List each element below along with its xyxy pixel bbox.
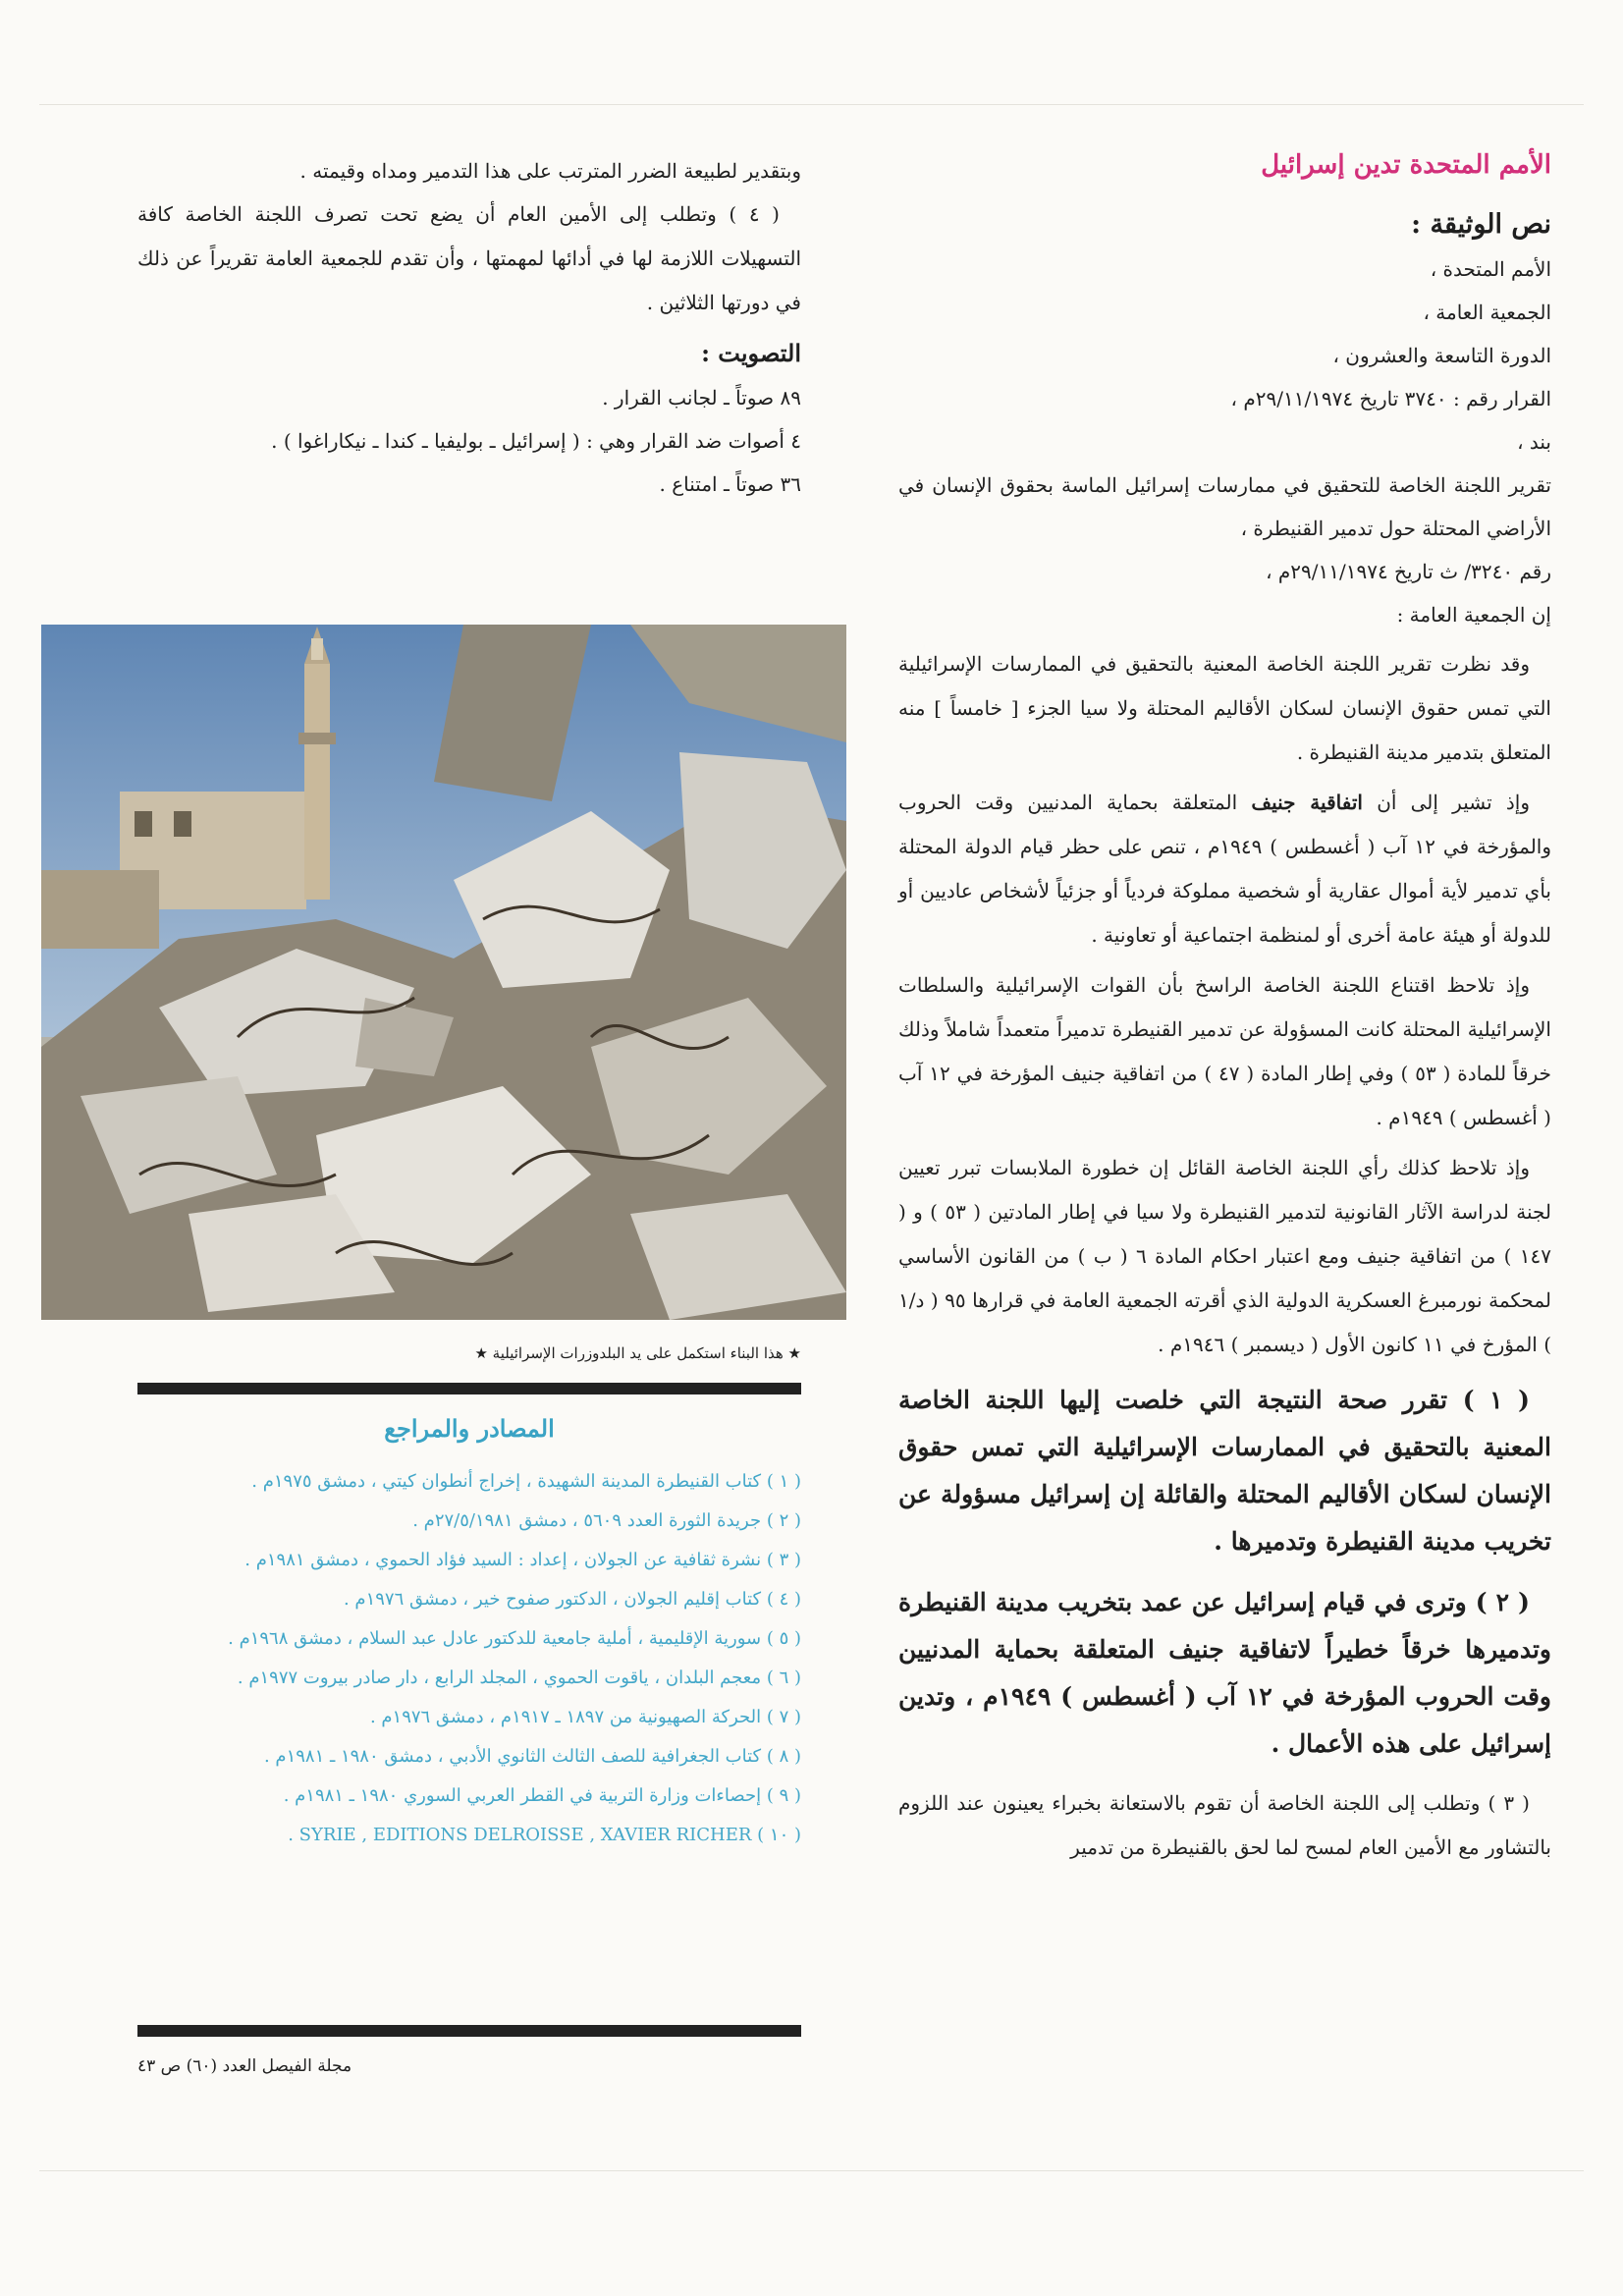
header-line: رقم ٣٢٤٠/ ث تاريخ ٢٩/١١/١٩٧٤م ،	[1266, 560, 1551, 583]
references-list	[137, 1465, 801, 1858]
resolution-item: ( ٣ ) وتطلب إلى اللجنة الخاصة أن تقوم بالاستعانة بخبراء يعينون عند اللزوم بالتشاور مع الأمين العام لمسح لما لحق بالقنيطرة من تدمير	[898, 1791, 1551, 1859]
resolution-item: ( ٢ ) وترى في قيام إسرائيل عن عمد بتخريب مدينة القنيطرة وتدميرها خرقاً خطيراً لاتفاقية جنيف المتعلقة بحماية المدنيين وقت الحروب المؤرخة في ١٢ آب ( أغسطس ) ١٩٤٩م ، وتدين إسرائيل على هذه الأعمال .	[898, 1588, 1551, 1758]
reference-item: ( ٨ ) كتاب الجغرافية للصف الثالث الثانوي الأدبي ، دمشق ١٩٨٠ ـ ١٩٨١م .	[263, 1746, 801, 1767]
reference-item: ( ٩ ) إحصاءات وزارة التربية في القطر العربي السوري ١٩٨٠ ـ ١٩٨١م .	[283, 1785, 801, 1806]
paragraph: وقد نظرت تقرير اللجنة الخاصة المعنية بالتحقيق في الممارسات الإسرائيلية التي تمس حقوق الإنسان لسكان الأقاليم المحتلة ولا سيا الجزء [ خامساً ] منه المتعلق بتدمير مدينة القنيطرة .	[898, 652, 1551, 764]
voting-line: ٤ أصوات ضد القرار وهي : ( إسرائيل ـ بوليفيا ـ كندا ـ نيكاراغوا ) .	[271, 429, 801, 453]
header-line: تقرير اللجنة الخاصة للتحقيق في ممارسات إسرائيل الماسة بحقوق الإنسان في الأراضي المحتلة حول تدمير القنيطرة ،	[898, 473, 1551, 540]
header-line: بند ،	[1517, 430, 1551, 454]
reference-item: ( ١ ) كتاب القنيطرة المدينة الشهيدة ، إخراج أنطوان كيتي ، دمشق ١٩٧٥م .	[251, 1471, 801, 1492]
rubble-photo	[41, 625, 846, 1320]
reference-item: ( ٥ ) سورية الإقليمية ، أملية جامعية للدكتور عادل عبد السلام ، دمشق ١٩٦٨م .	[228, 1628, 801, 1649]
paragraph-text: المتعلقة بحماية المدنيين وقت الحروب والمؤرخة في ١٢ آب ( أغسطس ) ١٩٤٩م ، تنص على حظر قيام الدولة المحتلة بأي تدمير لأية أموال عقارية أو شخصية مملوكة فردياً أو جزئياً لأشخاص عاديين أو للدولة أو هيئة عامة أخرى أو لمنظمة اجتماعية أو تعاونية .	[898, 791, 1551, 947]
paragraph	[898, 781, 1551, 957]
voting-line: ٣٦ صوتاً ـ امتناع .	[659, 472, 801, 496]
reference-item: ( ٣ ) نشرة ثقافية عن الجولان ، إعداد : السيد فؤاد الحموي ، دمشق ١٩٨١م .	[244, 1550, 801, 1570]
references-heading: المصادر والمراجع	[384, 1414, 555, 1443]
divider-bar	[137, 1383, 801, 1394]
resolution-item: ( ١ ) تقرر صحة النتيجة التي خلصت إليها اللجنة الخاصة المعنية بالتحقيق في الممارسات الإسرائيلية التي تمس حقوق الإنسان لسكان الأقاليم المحتلة والقائلة إن إسرائيل مسؤولة عن تخريب مدينة القنيطرة وتدميرها .	[898, 1386, 1551, 1556]
paragraph: وإذ تلاحظ اقتناع اللجنة الخاصة الراسخ بأن القوات الإسرائيلية والسلطات الإسرائيلية المحتلة كانت المسؤولة عن تدمير القنيطرة تدميراً متعمداً شاملاً وذلك خرقاً للمادة ( ٥٣ ) وفي إطار المادة ( ٤٧ ) من اتفاقية جنيف المؤرخة في ١٢ آب ( أغسطس ) ١٩٤٩م .	[898, 973, 1552, 1129]
keyword-geneva-convention: اتفاقية جنيف	[1251, 791, 1363, 814]
header-line: الأمم المتحدة ،	[1430, 257, 1551, 281]
paragraph: وإذ تلاحظ كذلك رأي اللجنة الخاصة القائل إن خطورة الملابسات تبرر تعيين لجنة لدراسة الآثار القانونية لتدمير القنيطرة ولا سيا في إطار المادتين ( ٥٣ ) و ( ١٤٧ ) من اتفاقية جنيف ومع اعتبار احكام المادة ٦ ( ب ) من القانون الأساسي لمحكمة نورمبرغ العسكرية الدولية الذي أقرته الجمعية العامة في قرارها ٩٥ ( د/١ ) المؤرخ في ١١ كانون الأول ( ديسمبر ) ١٩٤٦م .	[898, 1156, 1552, 1356]
reference-item: ( ١٠ ) SYRIE , EDITIONS DELROISSE , XAVIER RICHER .	[288, 1825, 801, 1845]
reference-item: ( ٢ ) جريدة الثورة العدد ٥٦٠٩ ، دمشق ٢٧/٥/١٩٨١م .	[412, 1510, 801, 1531]
rubble-photo-illustration	[41, 625, 846, 1320]
right-column	[898, 137, 1551, 1876]
article-title: الأمم المتحدة تدين إسرائيل	[1261, 150, 1551, 180]
reference-item: ( ٧ ) الحركة الصهيونية من ١٨٩٧ ـ ١٩١٧م ، دمشق ١٩٧٦م .	[369, 1707, 801, 1727]
resolution-continuation: وبتقدير لطبيعة الضرر المترتب على هذا التدمير ومداه وقيمته .	[299, 159, 801, 183]
reference-item: ( ٦ ) معجم البلدان ، ياقوت الحموي ، المجلد الرابع ، دار صادر بيروت ١٩٧٧م .	[237, 1667, 801, 1688]
voting-heading: التصويت :	[701, 339, 801, 367]
page-footer: مجلة الفيصل العدد (٦٠) ص ٤٣	[137, 2056, 352, 2076]
left-column	[137, 137, 801, 506]
header-line: القرار رقم : ٣٧٤٠ تاريخ ٢٩/١١/١٩٧٤م ،	[1230, 387, 1551, 410]
voting-line: ٨٩ صوتاً ـ لجانب القرار .	[602, 386, 801, 410]
divider-bar	[137, 2025, 801, 2037]
paragraph-text: وإذ تشير إلى أن	[1377, 791, 1530, 814]
top-rule	[39, 104, 1584, 105]
photo-caption: ★ هذا البناء استكمل على يد البلدوزرات الإسرائيلية ★	[474, 1344, 801, 1362]
bottom-rule	[39, 2170, 1584, 2171]
resolution-item: ( ٤ ) وتطلب إلى الأمين العام أن يضع تحت تصرف اللجنة الخاصة كافة التسهيلات اللازمة لها في أدائها لمهمتها ، وأن تقدم للجمعية العامة تقريراً عن ذلك في دورتها الثلاثين .	[137, 202, 801, 314]
reference-item: ( ٤ ) كتاب إقليم الجولان ، الدكتور صفوح خير ، دمشق ١٩٧٦م .	[343, 1589, 801, 1610]
header-line: إن الجمعية العامة :	[1396, 603, 1551, 627]
header-line: الجمعية العامة ،	[1423, 301, 1551, 324]
header-line: الدورة التاسعة والعشرون ،	[1332, 344, 1551, 367]
document-heading: نص الوثيقة :	[1411, 209, 1551, 240]
